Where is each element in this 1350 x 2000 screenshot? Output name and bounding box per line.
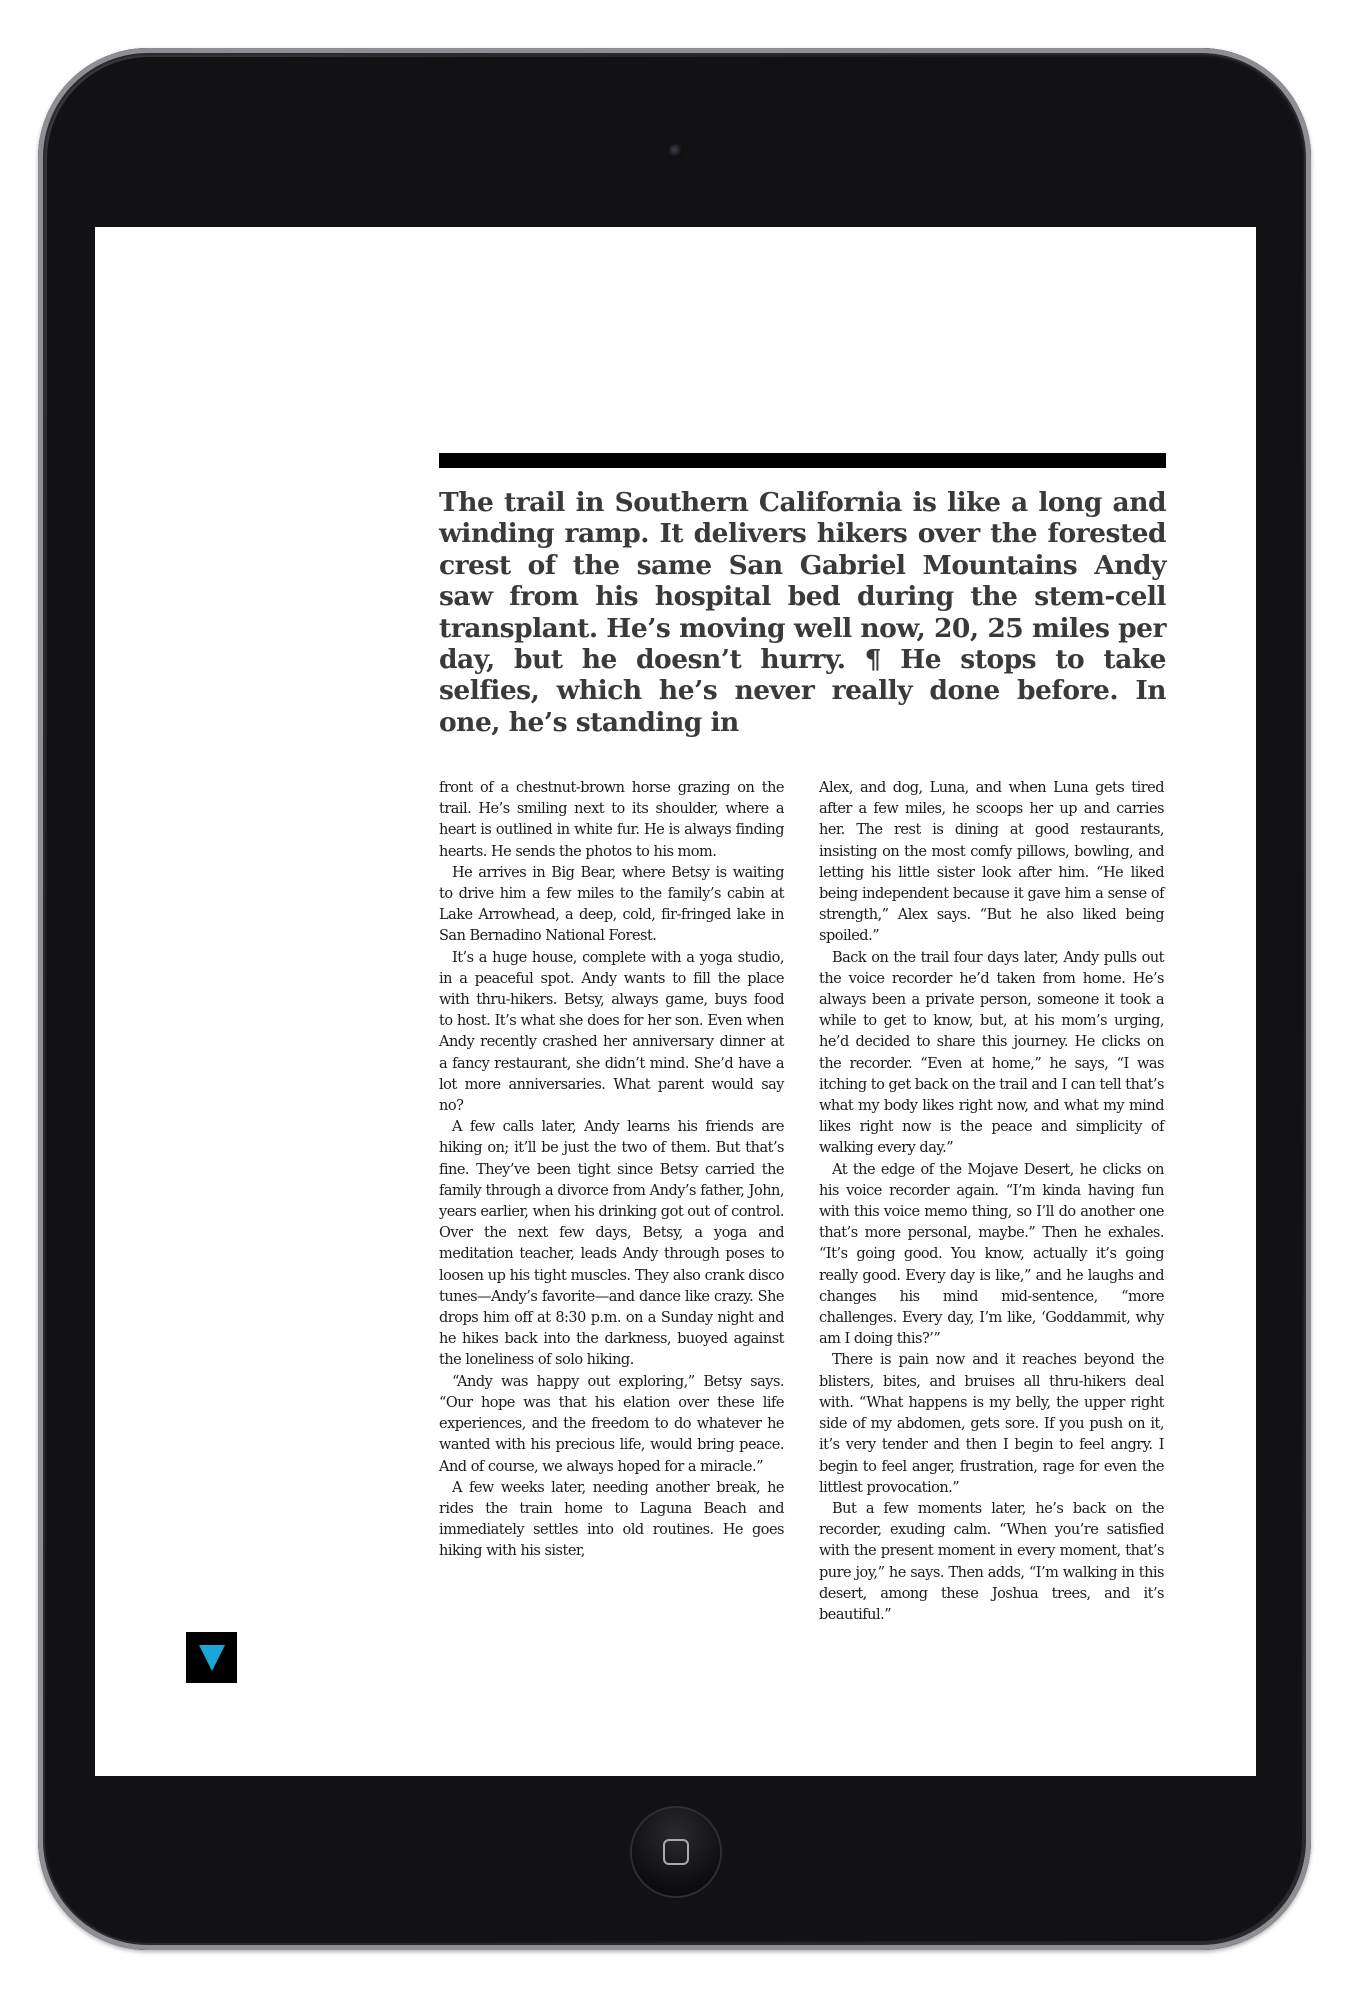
column-left [439,778,784,1563]
camera-icon [669,144,683,158]
paragraph: “Andy was happy out exploring,” Betsy says. “Our hope was that his elation over these life experiences, and the freedom to do whatever he wanted with his precious life, would bring peace. And of course, we always hoped for a miracle.” [439,1373,784,1475]
paragraph: Alex, and dog, Luna, and when Luna gets tired after a few miles, he scoops her up and carries her. The rest is dining at good restaurants, insisting on the most comfy pillows, bowling, and letting his little sister look after him. “He liked being independent because it gave him a sense of strength,” Alex says. “But he also liked being spoiled.” [819,780,1164,945]
paragraph: There is pain now and it reaches beyond the blisters, bites, and bruises all thru-hikers deal with. “What happens is my belly, the upper right side of my abdomen, gets sore. If you push on it, it’s very tender and then I begin to feel angry. I begin to feel anger, frustration, rage for even the littlest provocation.” [819,1352,1164,1496]
paragraph: front of a chestnut-brown horse grazing on the trail. He’s smiling next to its shoulder, where a heart is outlined in white fur. He is always finding hearts. He sends the photos to his mom. [439,780,784,860]
paragraph: It’s a huge house, complete with a yoga studio, in a peaceful spot. Andy wants to fill the place with thru-hikers. Betsy, always game, buys food to host. It’s what she does for her son. Even when Andy recently crashed her anniversary dinner at a fancy restaurant, she didn’t mind. She’d have a lot more anniversaries. What parent would say no? [439,949,784,1115]
paragraph: A few calls later, Andy learns his friends are hiking on; it’ll be just the two of them. But that’s fine. They’ve been tight since Betsy carried the family through a divorce from Andy’s father, John, years earlier, when his drinking got out of control. Over the next few days, Betsy, a yoga and meditation teacher, leads Andy through poses to loosen up his tight muscles. They also crank disco tunes—Andy’s favorite—and dance like crazy. She drops him off at 8:30 p.m. on a Sunday night and he hikes back into the darkness, buoyed against the loneliness of solo hiking. [439,1119,784,1369]
paragraph: Back on the trail four days later, Andy pulls out the voice recorder he’d taken from home. He’s always been a private person, someone it took a while to get to know, but, at his mom’s urging, he’d decided to share this journey. He clicks on the recorder. “Even at home,” he says, “I was itching to get back on the trail and I can tell that’s what my body likes right now, and what my mind likes right now is the peace and simplicity of walking every day.” [819,949,1164,1157]
paragraph: At the edge of the Mojave Desert, he clicks on his voice recorder again. “I’m kinda having fun with this voice memo thing, so I’ll do another one that’s more personal, maybe.” Then he exhales. “It’s going good. You know, actually it’s going really good. Every day is like,” and he laughs and changes his mind mid-sentence, “more challenges. Every day, I’m like, ‘Goddammit, why am I doing this?’” [819,1161,1164,1348]
triangle-down-icon [199,1645,225,1671]
paragraph: He arrives in Big Bear, where Betsy is waiting to drive him a few miles to the family’s cabin at Lake Arrowhead, a deep, cold, fir-fringed lake in San Bernadino National Forest. [439,864,784,945]
pull-quote: The trail in Southern California is like a long and winding ramp. It delivers hikers over the forested crest of the same San Gabriel Mountains Andy saw from his hospital bed during the stem-cell transplant. He’s moving well now, 20, 25 miles per day, but he doesn’t hurry. ¶ He stops to take selfies, which he’s never really done before. In one, he’s standing in [439,487,1166,738]
column-right [819,778,1164,1626]
home-button[interactable] [632,1808,720,1896]
paragraph: But a few moments later, he’s back on the recorder, exuding calm. “When you’re satisfied with the present moment in every moment, that’s pure joy,” he says. Then adds, “I’m walking in this desert, among these Joshua trees, and it’s beautiful.” [819,1500,1164,1623]
reader-screen [95,227,1256,1776]
section-rule [439,453,1166,468]
paragraph: A few weeks later, needing another break, he rides the train home to Laguna Beach and immediately settles into old routines. He goes hiking with his sister, [439,1479,784,1560]
next-page-button[interactable] [186,1632,237,1683]
home-square-icon [663,1839,689,1865]
